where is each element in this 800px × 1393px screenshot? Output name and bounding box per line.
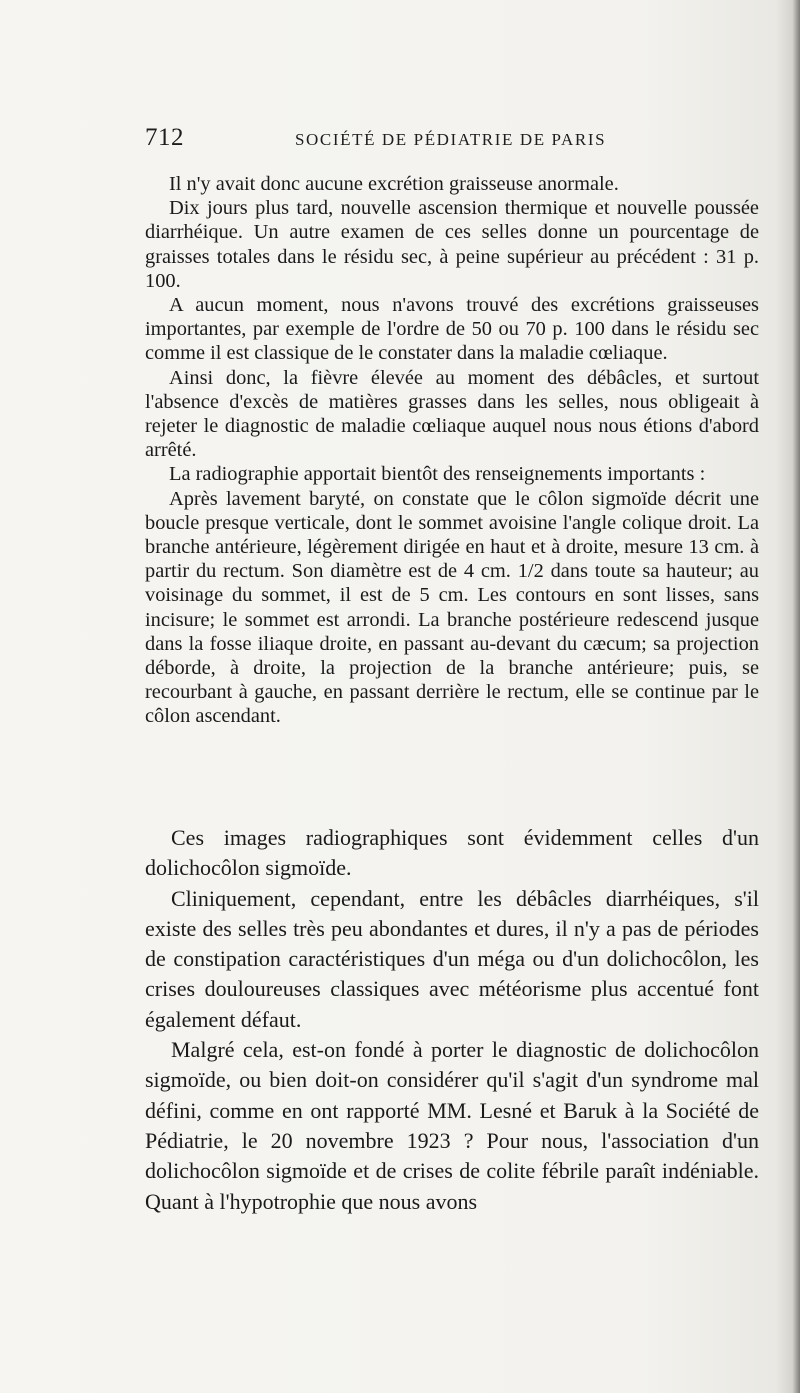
page-number: 712	[145, 124, 184, 151]
discussion-text	[145, 823, 759, 1217]
paragraph: Ainsi donc, la fièvre élevée au moment des débâcles, et surtout l'absence d'excès de matières grasses dans les selles, nous obligeait à rejeter le diagnostic de maladie cœliaque auquel nous nous étions d'abord arrêté.	[145, 366, 759, 462]
paragraph: La radiographie apportait bientôt des renseignements importants :	[169, 463, 706, 486]
paragraph: Cliniquement, cependant, entre les débâcles diarrhéiques, s'il existe des selles très peu abondantes et dures, il n'y a pas de périodes de constipation caractéristiques d'un méga ou d'un dolichocôlon, les crises douloureuses classiques avec météorisme plus accentué font également défaut.	[145, 885, 759, 1032]
running-head	[145, 124, 745, 160]
paragraph: Malgré cela, est-on fondé à porter le diagnostic de dolichocôlon sigmoïde, ou bien doit-on considérer qu'il s'agit d'un syndrome mal défini, comme en ont rapporté MM. Lesné et Baruk à la Société de Pédiatrie, le 20 novembre 1923 ? Pour nous, l'association d'un dolichocôlon sigmoïde et de crises de colite fébrile paraît indéniable. Quant à l'hypotrophie que nous avons	[145, 1037, 759, 1214]
running-title: SOCIÉTÉ DE PÉDIATRIE DE PARIS	[295, 130, 607, 149]
paragraph: Ces images radiographiques sont évidemment celles d'un dolichocôlon sigmoïde.	[145, 825, 759, 881]
paragraph: A aucun moment, nous n'avons trouvé des excrétions graisseuses importantes, par exemple de l'ordre de 50 ou 70 p. 100 dans le résidu sec comme il est classique de le constater dans la maladie cœliaque.	[145, 294, 759, 365]
paragraph: Dix jours plus tard, nouvelle ascension thermique et nouvelle poussée diarrhéique. Un autre examen de ces selles donne un pourcentage de graisses totales dans le résidu sec, à peine supérieur au précédent : 31 p. 100.	[145, 197, 759, 292]
paragraph: Après lavement baryté, on constate que le côlon sigmoïde décrit une boucle presque verticale, dont le sommet avoisine l'angle colique droit. La branche antérieure, légèrement dirigée en haut et à droite, mesure 13 cm. à partir du rectum. Son diamètre est de 4 cm. 1/2 dans toute sa hauteur; au voisinage du sommet, il est de 5 cm. Les contours en sont lisses, sans incisure; le sommet est arrondi. La branche postérieure redescend jusque dans la fosse iliaque droite, en passant au-devant du cæcum; sa projection déborde, à droite, la projection de la branche antérieure; puis, se recourbant à gauche, en passant derrière le rectum, elle se continue par le côlon ascendant.	[145, 487, 759, 728]
case-report-text	[145, 172, 759, 729]
page-edge-shadow	[792, 0, 800, 1393]
paragraph: Il n'y avait donc aucune excrétion graisseuse anormale.	[169, 173, 619, 195]
